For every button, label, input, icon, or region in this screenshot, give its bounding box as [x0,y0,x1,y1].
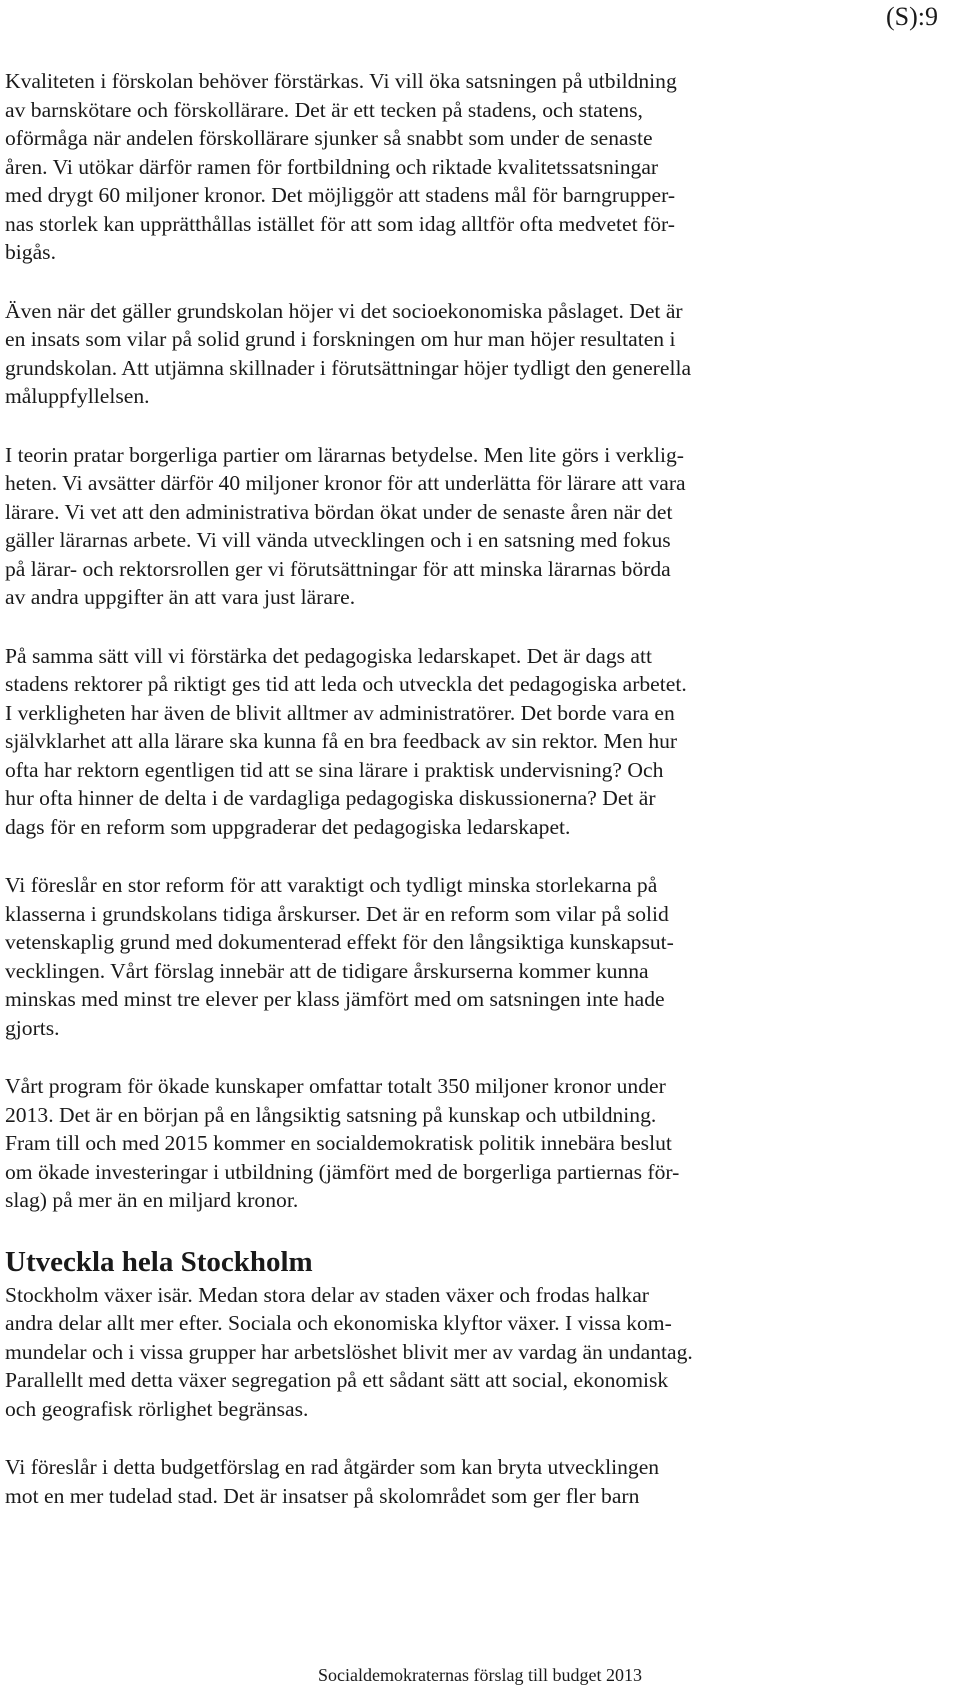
text-line: dags för en reform som uppgraderar det pedagogiska ledarskapet. [5,814,571,839]
page-label: (S):9 [886,2,938,31]
text-line: ofta har rektorn egentligen tid att se sina lärare i praktisk undervisning? Och [5,757,664,782]
paragraph-preschool-quality [5,67,865,267]
text-line: grundskolan. Att utjämna skillnader i förutsättningar höjer tydligt den generella [5,355,692,380]
text-line: På samma sätt vill vi förstärka det pedagogiska ledarskapet. Det är dags att [5,643,653,668]
text-line: lärare. Vi vet att den administrativa bördan ökat under de senaste åren när det [5,499,673,524]
text-line: på lärar- och rektorsrollen ger vi förutsättningar för att minska lärarnas börda [5,556,671,581]
text-line: av barnskötare och förskollärare. Det är ett tecken på stadens, och statens, [5,97,643,122]
text-line: nas storlek kan upprätthållas istället för att som idag alltför ofta medvetet för- [5,211,675,236]
text-line: åren. Vi utökar därför ramen för fortbildning och riktade kvalitetssatsningar [5,154,659,179]
text-line: bigås. [5,240,56,264]
text-line: heten. Vi avsätter därför 40 miljoner kronor för att underlätta för lärare att vara [5,471,686,495]
paragraph-knowledge-program [5,1072,865,1215]
text-line: stadens rektorer på riktigt ges tid att leda och utveckla det pedagogiska arbetet. [5,672,687,696]
text-line: Vi föreslår i detta budgetförslag en rad åtgärder som kan bryta utvecklingen [5,1455,660,1479]
paragraph-class-size-reform [5,871,865,1042]
text-line: av andra uppgifter än att vara just lärare. [5,585,356,609]
paragraph-teachers [5,441,865,612]
text-line: gäller lärarnas arbete. Vi vill vända utvecklingen och i en satsning med fokus [5,528,671,552]
text-line: måluppfyllelsen. [5,384,150,408]
paragraph-budget-measures [5,1453,865,1510]
text-line: Vårt program för ökade kunskaper omfattar totalt 350 miljoner kronor under [5,1074,666,1098]
text-line: och geografisk rörlighet begränsas. [5,1396,309,1421]
text-line: mundelar och i vissa grupper har arbetslöshet blivit mer av vardag än undantag. [5,1339,693,1364]
page-footer: Socialdemokraternas förslag till budget 2013 [318,1665,642,1685]
text-line: Parallellt med detta växer segregation på ett sådant sätt att social, ekonomisk [5,1368,669,1392]
text-line: slag) på mer än en miljard kronor. [5,1188,299,1212]
text-line: en insats som vilar på solid grund i forskningen om hur man höjer resultaten i [5,327,676,351]
text-line: Även när det gäller grundskolan höjer vi det socioekonomiska påslaget. Det är [5,298,683,323]
text-line: 2013. Det är en början på en långsiktig satsning på kunskap och utbildning. [5,1102,657,1127]
text-line: minskas med minst tre elever per klass jämfört med om satsningen inte hade [5,987,665,1011]
section-heading: Utveckla hela Stockholm [5,1245,313,1278]
text-line: oförmåga när andelen förskollärare sjunker så snabbt som under de senaste [5,126,653,150]
text-line: vetenskaplig grund med dokumenterad effekt för den långsiktiga kunskapsut- [5,930,674,954]
text-line: Vi föreslår en stor reform för att varaktigt och tydligt minska storlekarna på [5,873,658,897]
paragraph-pedagogical-leadership [5,642,865,842]
text-line: Fram till och med 2015 kommer en socialdemokratisk politik innebära beslut [5,1131,672,1155]
text-line: klasserna i grundskolans tidiga årskurser. Det är en reform som vilar på solid [5,901,669,926]
paragraph-stockholm-divided [5,1281,865,1424]
text-line: om ökade investeringar i utbildning (jämfört med de borgerliga partiernas för- [5,1159,680,1184]
text-line: hur ofta hinner de delta i de vardagliga pedagogiska diskussionerna? Det är [5,786,656,810]
text-line: med drygt 60 miljoner kronor. Det möjliggör att stadens mål för barngrupper- [5,183,676,207]
text-line: gjorts. [5,1015,60,1040]
text-line: Stockholm växer isär. Medan stora delar av staden växer och frodas halkar [5,1282,649,1307]
text-line: I teorin pratar borgerliga partier om lärarnas betydelse. Men lite görs i verklig- [5,442,684,467]
text-line: mot en mer tudelad stad. Det är insatser på skolområdet som ger fler barn [5,1483,640,1508]
text-line: andra delar allt mer efter. Sociala och ekonomiska klyftor växer. I vissa kom- [5,1311,672,1335]
paragraph-socioeconomic-supplement [5,297,865,411]
text-line: vecklingen. Vårt förslag innebär att de tidigare årskurserna kommer kunna [5,958,649,983]
document-body [5,67,865,1540]
text-line: Kvaliteten i förskolan behöver förstärkas. Vi vill öka satsningen på utbildning [5,69,677,93]
text-line: I verkligheten har även de blivit alltmer av administratörer. Det borde vara en [5,700,675,725]
text-line: självklarhet att alla lärare ska kunna få en bra feedback av sin rektor. Men hur [5,729,678,753]
